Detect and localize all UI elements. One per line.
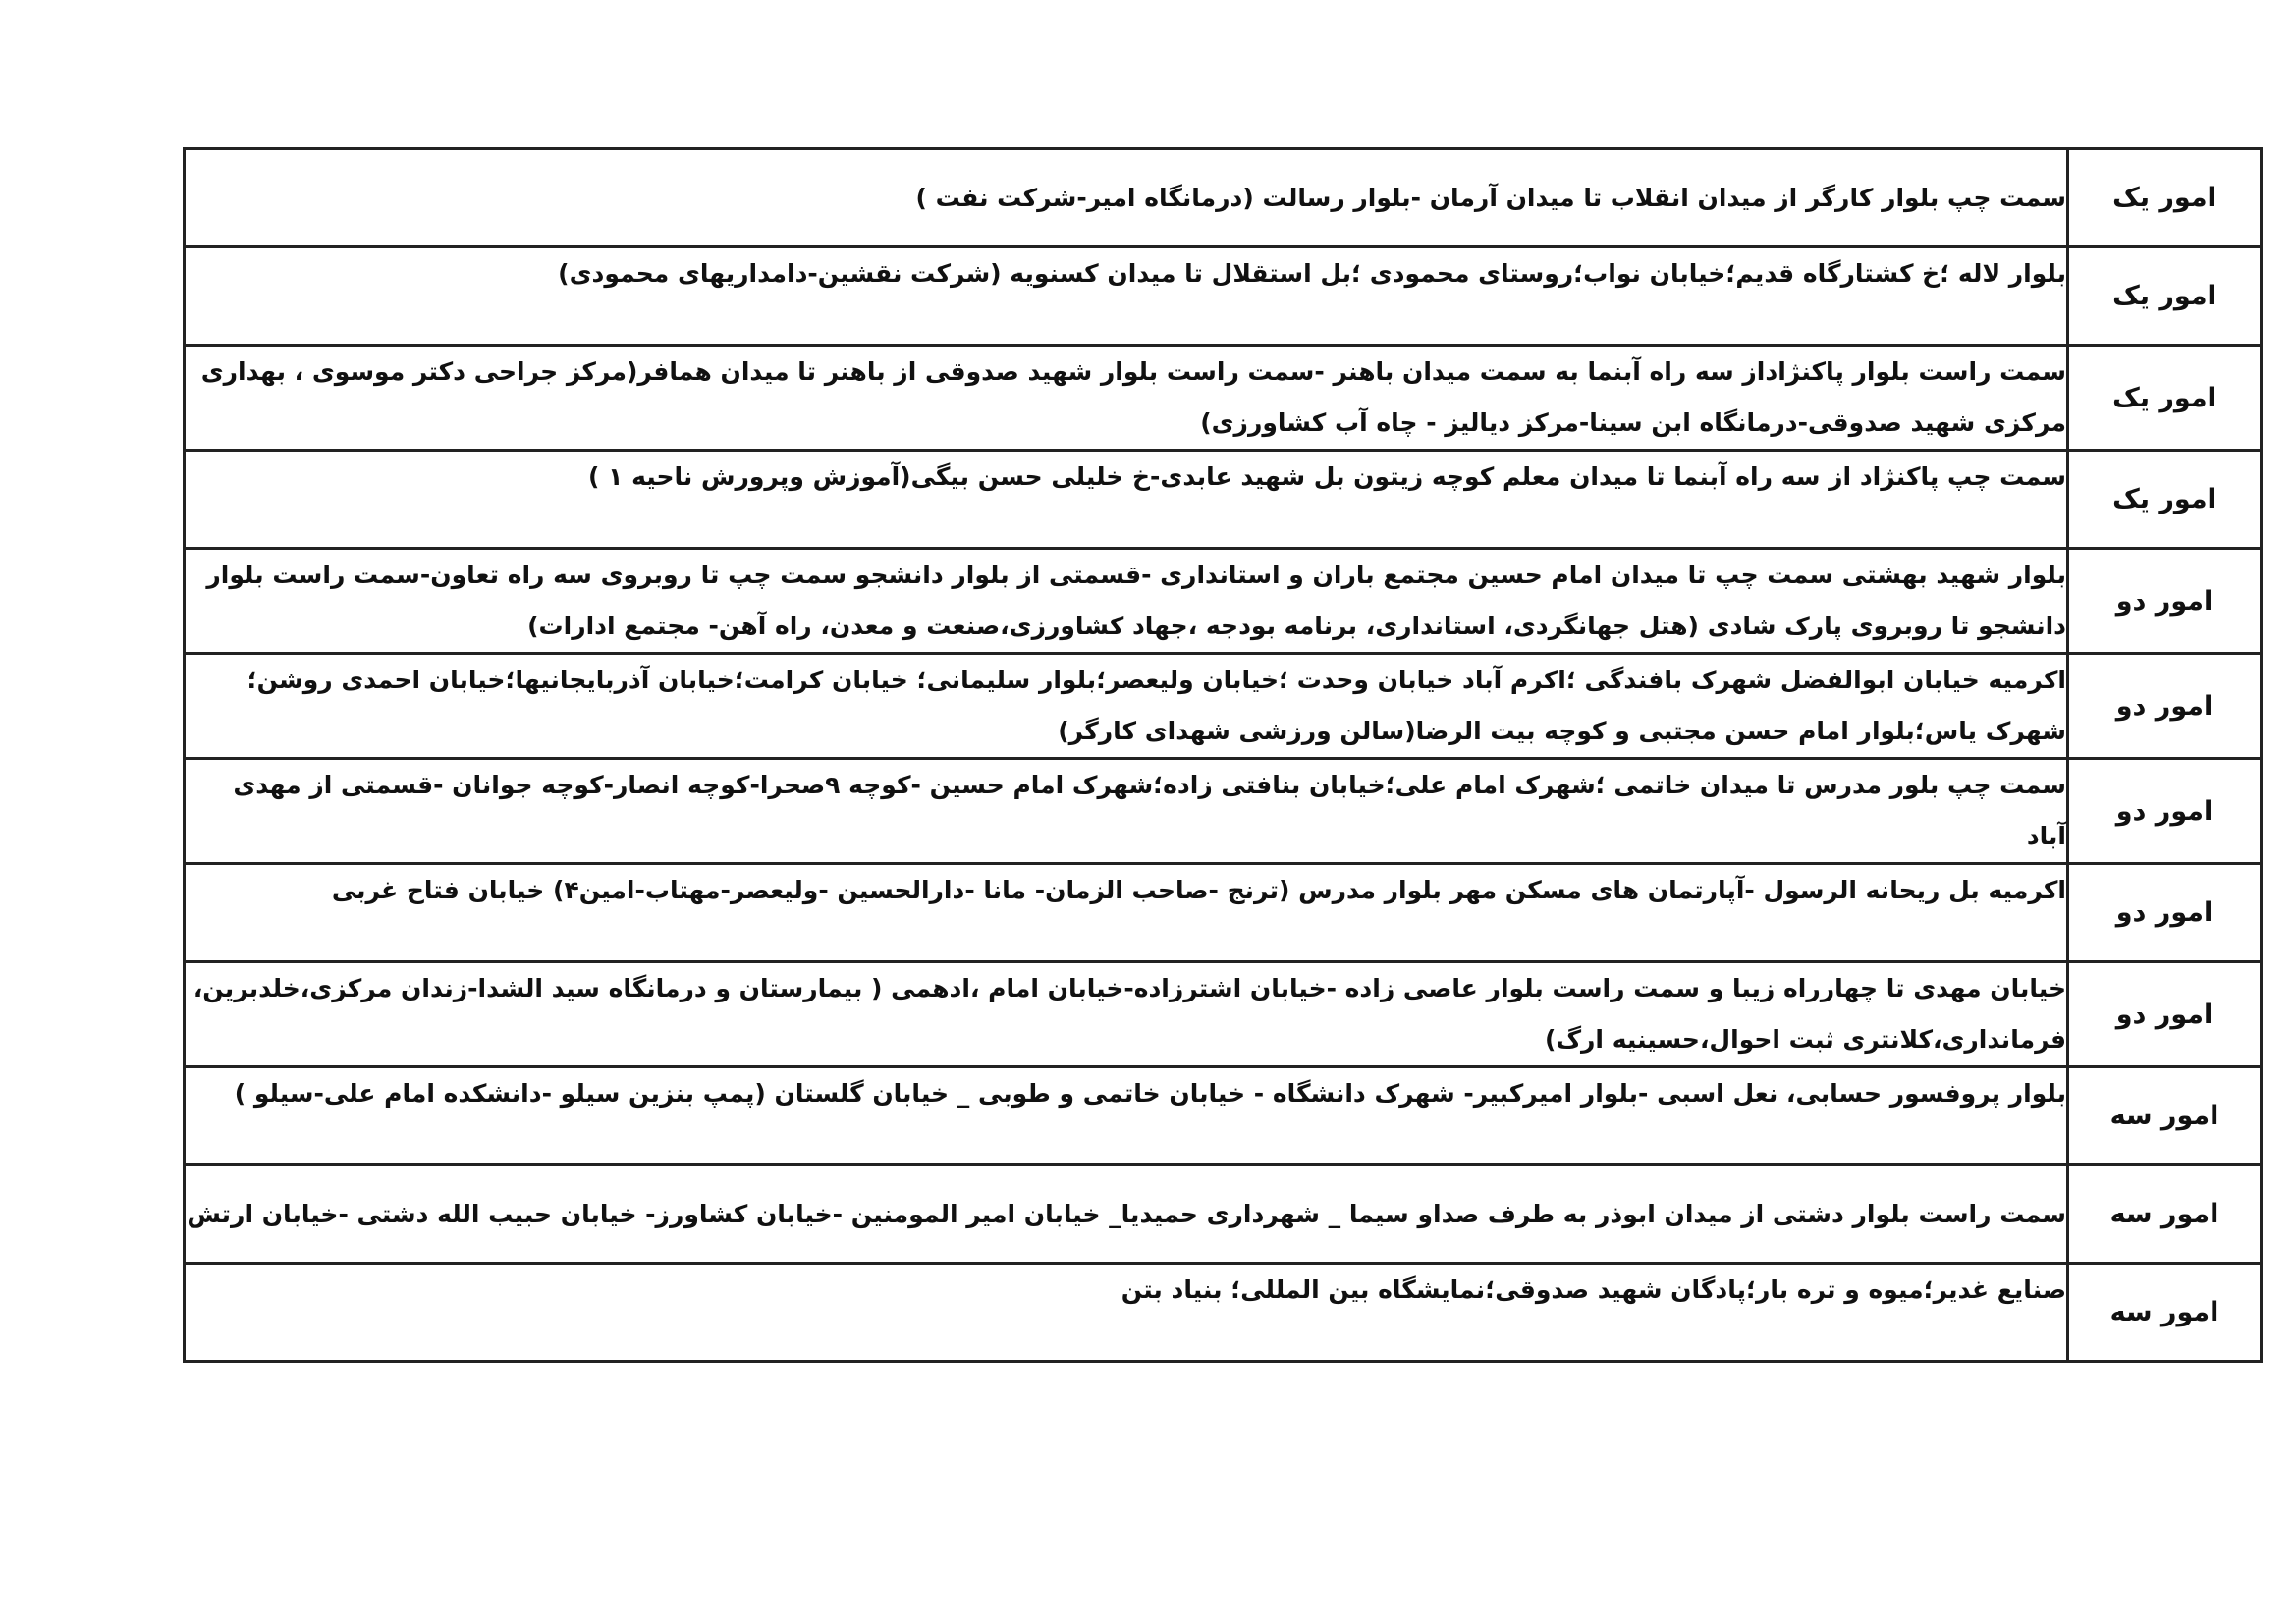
area-cell: امور دو	[2068, 864, 2262, 962]
description-text: سمت چپ پاکنژاد از سه راه آبنما تا میدان معلم کوچه زیتون بل شهید عابدی-خ خلیلی حسن بیگی(آموزش وپرورش ناحیه ۱ )	[587, 462, 2066, 491]
description-text: اکرمیه بل ریحانه الرسول -آپارتمان های مسکن مهر بلوار مدرس (ترنج -صاحب الزمان- مانا -دارالحسین -ولیعصر-مهتاب-امین۴) خیابان فتاح غربی	[331, 876, 2066, 904]
area-cell: امور دو	[2068, 962, 2262, 1067]
description-cell	[185, 962, 2068, 1067]
description-cell	[185, 149, 2068, 247]
description-cell	[185, 1067, 2068, 1165]
area-cell: امور سه	[2068, 1165, 2262, 1264]
description-text: صنایع غدیر؛میوه و تره بار؛پادگان شهید صدوقی؛نمایشگاه بین المللی؛ بنیاد بتن	[1121, 1275, 2066, 1304]
area-cell: امور دو	[2068, 654, 2262, 759]
table-row	[185, 864, 2262, 962]
description-cell	[185, 451, 2068, 549]
table-row	[185, 1264, 2262, 1362]
description-cell	[185, 247, 2068, 346]
description-cell	[185, 864, 2068, 962]
description-text: سمت چپ بلور مدرس تا میدان خاتمی ؛شهرک امام علی؛خیابان بنافتی زاده؛شهرک امام حسین -کوچه ۹صحرا-کوچه انصار-کوچه جوانان -قسمتی از مهدی آباد	[233, 771, 2066, 850]
description-cell	[185, 759, 2068, 864]
description-text: بلوار پروفسور حسابی، نعل اسبی -بلوار امیرکبیر- شهرک دانشگاه - خیابان خاتمی و طوبی _ خیابان گلستان (پمپ بنزین سیلو -دانشکده امام علی-سیلو )	[234, 1079, 2066, 1108]
description-cell	[185, 549, 2068, 654]
description-cell	[185, 654, 2068, 759]
area-cell: امور سه	[2068, 1067, 2262, 1165]
description-text: سمت راست بلوار دشتی از میدان ابوذر به طرف صداو سیما _ شهرداری حمیدیا_ خیابان امیر المومنین -خیابان کشاورز- خیابان حبیب الله دشتی -خیابان ارتش	[187, 1199, 2066, 1228]
table-row	[185, 149, 2262, 247]
area-cell: امور یک	[2068, 451, 2262, 549]
table-row	[185, 654, 2262, 759]
area-cell: امور یک	[2068, 247, 2262, 346]
description-cell	[185, 346, 2068, 451]
description-text: خیابان مهدی تا چهارراه زیبا و سمت راست بلوار عاصی زاده -خیابان اشترزاده-خیابان امام ،ادهمی ( بیمارستان و درمانگاه سید الشدا-زندان مرکزی،خلدبرین، فرمانداری،کلانتری ثبت احوال،حسینیه ارگ)	[192, 974, 2066, 1054]
description-text: بلوار شهید بهشتی سمت چپ تا میدان امام حسین مجتمع باران و استانداری -قسمتی از بلوار دانشجو سمت چپ تا روبروی سه راه تعاون-سمت راست بلوار دانشجو تا روبروی پارک شادی (هتل جهانگردی، استانداری، برنامه بودجه ،جهاد کشاورزی،صنعت و معدن، راه آهن- مجتمع ادارات)	[206, 561, 2066, 640]
table-row	[185, 1067, 2262, 1165]
description-text: سمت راست بلوار پاکنژاداز سه راه آبنما به سمت میدان باهنر -سمت راست بلوار شهید صدوقی از باهنر تا میدان همافر(مرکز جراحی دکتر موسوی ، بهداری مرکزی شهید صدوقی-درمانگاه ابن سینا-مرکز دیالیز - چاه آب کشاورزی)	[200, 357, 2066, 437]
table-row	[185, 346, 2262, 451]
table-row	[185, 549, 2262, 654]
description-text: بلوار لاله ؛خ کشتارگاه قدیم؛خیابان نواب؛روستای محمودی ؛بل استقلال تا میدان کسنویه (شرکت نقشین-دامداریهای محمودی)	[558, 259, 2066, 288]
area-cell: امور سه	[2068, 1264, 2262, 1362]
area-cell: امور دو	[2068, 549, 2262, 654]
table-row	[185, 962, 2262, 1067]
service-areas-table	[183, 147, 2263, 1363]
table-row	[185, 247, 2262, 346]
description-text: سمت چپ بلوار کارگر از میدان انقلاب تا میدان آرمان -بلوار رسالت (درمانگاه امیر-شرکت نفت )	[915, 183, 2066, 212]
description-cell	[185, 1264, 2068, 1362]
description-cell	[185, 1165, 2068, 1264]
table-row	[185, 451, 2262, 549]
table-row	[185, 759, 2262, 864]
area-cell: امور یک	[2068, 346, 2262, 451]
table-row	[185, 1165, 2262, 1264]
area-cell: امور یک	[2068, 149, 2262, 247]
area-cell: امور دو	[2068, 759, 2262, 864]
description-text: اکرمیه خیابان ابوالفضل شهرک بافندگی ؛اکرم آباد خیابان وحدت ؛خیابان ولیعصر؛بلوار سلیمانی؛ خیابان کرامت؛خیابان آذربایجانیها؛خیابان احمدی روشن؛شهرک یاس؛بلوار امام حسن مجتبی و کوچه بیت الرضا(سالن ورزشی شهدای کارگر)	[246, 666, 2066, 745]
